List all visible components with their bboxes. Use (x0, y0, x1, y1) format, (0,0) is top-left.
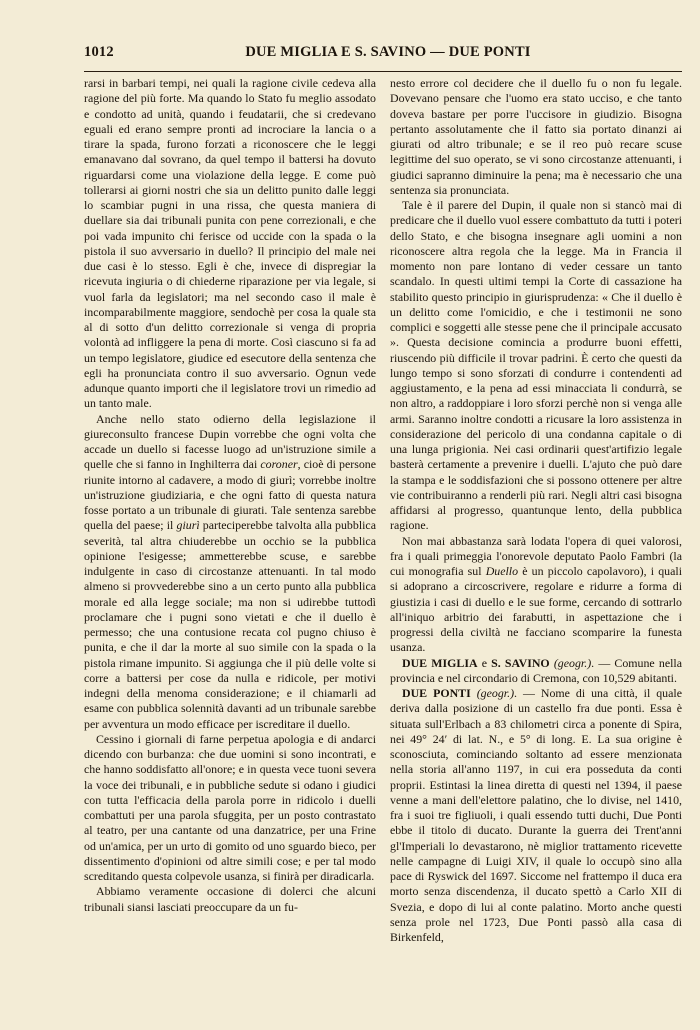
paragraph-newspapers: Cessino i giornali di farne perpetua apologia e di andarci dicendo con burbanza: che due uomini si sono incontrati, e che hanno soddisfatto all'onore; e in questa vece tuoni severa la voce dei tribunali, e in pubbliche sedute si odano i giudici con tutta l'efficacia della parola porre in ridicolo i duelli combattuti per una parola sfuggita, per un posto contrastato al teatro, per una cantante od una danzatrice, per una Frine od un'amica, per un urto di gomito od uno sguardo bieco, per dissentimento d'opinioni od altre simili cose; e per tal modo screditando questa colpevole usanza, si finirà per diradicarla. (84, 731, 376, 883)
entry-headword: DUE MIGLIA (402, 655, 478, 670)
text-span: parteciperebbe talvolta alla pubblica severità, tal altra chiuderebbe un occhio se la pubblica opinione l'esigesse; ammetterebbe scuse, e sarebbe indulgente in caso di circostanze attenuanti. In tal modo almeno si provvederebbe sino a un certo punto alla pubblica morale ed alla legge sociale; ma non si udirebbe tuttodì proclamare che i pugni sono vietati e che il duello è permesso; che una contusione recata col pugno chiuso è punita, e che il dar la morte al suo simile con la spada o la pistola rimane impunito. Si aggiunga che il più delle volte si corre a battersi per cose da nulla e ridicole, per motivi indegni della menoma considerazione; e il chiamarli ad esame con pubblica solennità davanti ad un tribunale sarebbe per avventura un modo efficace per iscreditare il duello. (84, 518, 376, 731)
entry-category: (geogr.) (476, 686, 515, 700)
paragraph-continued: rarsi in barbari tempi, nei quali la ragione civile cedeva alla ragione del più forte. Ma quando lo Stato fu meglio assodato e condotto ad unità, quando i feudatarii, che si credevano eguali ed erano sempre pronti ad incrociare la lancia o a tirare la spada, furono forzati a riconoscere che le leggi emanavano dal sovrano, da quel tempo il battersi ha dovuto riguardarsi come una violazione della legge. E come può tollerarsi ai giorni nostri che sia un delitto punito dalle leggi lo scambiar pugni in una rissa, che questa maniera di duellare sia dai tribunali punita con pene correzionali, e che poi vada impunito chi ferisce od uccide con la spada o la pistola il suo avversario in duello? Il principio del male nei due casi è lo stesso. Egli è che, invece di dispregiar la ricevuta ingiuria o di chiederne riparazione per via legale, si vuol farla da legislatori; ma nel secondo caso il male è incomparabilmente maggiore, sendochè per cosa la quale sta al di sotto d'un delitto correzionale si venga di propria volontà ad infliggere la pena di morte. Così ciascuno si fa ad un tempo legislatore, giudice ed esecutore della sentenza che egli ha pronunciata contro il suo avversario. Ognun vede adunque quanto importi che il legislatore trovi un rimedio ad un tanto male. (84, 76, 376, 411)
term-coroner: coroner (260, 457, 298, 472)
paragraph-tribunals: Abbiamo veramente occasione di dolerci che alcuni tribunali siansi lasciati preoccupare da un fu- (84, 884, 376, 914)
paragraph-fambri (390, 534, 682, 656)
right-column (390, 76, 682, 945)
text-span: è un piccolo capolavoro), i quali si adoprano a circoscrivere, regolare e ridurre a forma di giustizia i casi di duello e le sue forme, cercando di sottrarlo all'iniquo arbitrio dei farabutti, in aspettazione che i progressi della civiltà ne facciano scomparire la funesta usanza. (390, 564, 682, 655)
entry-text: . — Comune nella provincia e nel circondario di Cremona, con 10,529 abitanti. (390, 655, 682, 685)
text-span: Anche nello stato odierno della legislazione il giureconsulto francese Dupin vorrebbe che ogni volta che accade un duello si facesse luogo ad un'istruzione simile a quelle che si fanno in Inghilterra dai (84, 411, 376, 472)
term-giuri: giurì (176, 518, 200, 533)
entry-category: (geogr.) (553, 655, 592, 670)
title-duello: Duello (485, 564, 519, 578)
running-title: DUE MIGLIA E S. SAVINO — DUE PONTI (245, 44, 531, 60)
left-column (84, 76, 376, 945)
text-span: , cioè di persone riunite intorno al cadavere, a modo di giurì; vorrebbe inoltre un'istruzione giudiziaria, e che ogni fatto di questa natura fosse portato a un tribunale di giurati. Tale sentenza sarebbe quella del paese; il (84, 457, 376, 533)
paragraph-dupin-opinion: Tale è il parere del Dupin, il quale non si stancò mai di predicare che il duello vuol essere combattuto da tutti i poteri dello Stato, e che bisogna insegnare agli uomini a non riconoscere altra regola che la legge. Ma in Francia il momento non pare lontano di veder cessare un tanto scandalo. In questi ultimi tempi la Corte di cassazione ha stabilito questo principio in giurisprudenza: « Che il duello è un delitto come l'omicidio, e che i testimonii ne sono complici e soggetti alle stesse pene che il principale accusato ». Questa decisione comincia a produrre buoni effetti, riuscendo più difficile il trovar padrini. È certo che questi da lungo tempo si sono sforzati di condurre i contendenti ad aggiustamento, e la pena ad essi minacciata li condurrà, se non altro, a raddoppiare i loro sforzi perchè non si venga alle armi. Saranno inoltre condotti a ricusare la loro assistenza in considerazione del pericolo di una condanna capitale o di una lunga prigionia. Nei casi ordinarii quest'artifizio legale basterà certamente a prevenire i duelli. L'ajuto che può dare la stampa e le soddisfazioni che si possono ottenere per altre vie contribuiranno a renderli più rari. Negli altri casi bisogna affidarsi al progresso, quantunque lento, della pubblica ragione. (390, 198, 682, 533)
entry-headword: DUE PONTI (402, 686, 471, 700)
text-span: e (477, 655, 492, 670)
header-rule (84, 71, 682, 72)
page-number: 1012 (84, 44, 114, 60)
text-span: Non mai abbastanza sarà lodata l'opera di quei valorosi, fra i quali primeggia l'onorevole deputato Paolo Fambri (la cui monografia sul (390, 533, 682, 578)
entry-due-miglia (390, 656, 682, 687)
paragraph-dupin-proposal (84, 412, 376, 732)
entry-headword: S. SAVINO (491, 655, 550, 670)
entry-text: . — Nome di una città, il quale deriva dalla posizione di un castello fra due ponti. Essa è situata sull'Erlbach a 83 chilometri circa a ponente di Spira, nei 49° 24′ di lat. N., e 5° di long. E. La sua origine è sconosciuta, cominciando soltanto ad essere menzionata nella storia all'anno 1197, in cui era posseduta da conti proprii. Estintasi la linea diretta di questi nel 1394, il paese venne a mani dell'elettore palatino, che lo divise, nel 1410, fra i suoi tre figliuoli, i quali essendo tutti duchi, Due Ponti ebbe il titolo di ducato. Durante la guerra dei Trent'anni gl'Imperiali lo devastarono, nè miglior trattamento ricevette nelle campagne di Luigi XIV, il quale lo occupò sino alla pace di Ryswick del 1697. Siccome nel frattempo il duca era morto senza discendenza, il ducato spettò a Carlo XII di Svezia, e dopo di lui al conte palatino. Morto anche questi senza prole nel 1723, Due Ponti passò alla casa di Birkenfeld, (390, 686, 682, 944)
text-columns (84, 76, 682, 945)
paragraph-continued-right: nesto errore col decidere che il duello fu o non fu legale. Dovevano pensare che l'uomo era stato ucciso, e che tanto doveva bastare per porre l'uccisore in giudizio. Bisogna pertanto assolutamente che il fatto sia portato dinanzi ai giurati od altro tribunale; e se il reo può recare scuse legittime del suo operato, se vi sono circostanze attenuanti, i giudici sapranno diminuire la pena; ma è necessario che una sentenza sia pronunciata. (390, 76, 682, 197)
entry-due-ponti (390, 686, 682, 945)
running-header (84, 0, 682, 68)
